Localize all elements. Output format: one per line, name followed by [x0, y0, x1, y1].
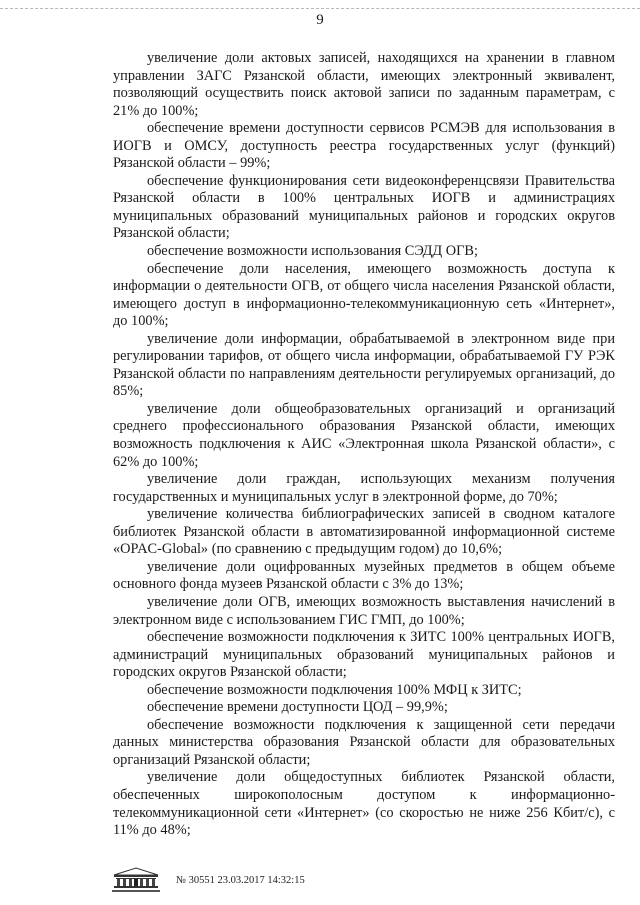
scan-top-edge — [0, 8, 640, 10]
paragraph: обеспечение доли населения, имеющего возможность доступа к информации о деятельности ОГВ, от общего числа населения Рязанской области, имеющего доступ в информационно-телекоммуникационную сеть «Интернет», до 100%; — [113, 260, 615, 330]
government-building-stamp-icon — [108, 866, 164, 894]
paragraph: увеличение доли общеобразовательных организаций и организаций среднего профессионального образования Рязанской области, имеющих возможность подключения к АИС «Электронная школа Рязанской области», с 62% до 100%; — [113, 400, 615, 470]
paragraph: увеличение доли оцифрованных музейных предметов в общем объеме основного фонда музеев Рязанской области с 3% до 13%; — [113, 558, 615, 593]
paragraph: обеспечение времени доступности сервисов РСМЭВ для использования в ИОГВ и ОМСУ, доступность реестра государственных услуг (функций) Рязанской области – 99%; — [113, 120, 615, 172]
paragraph: обеспечение возможности подключения к ЗИТС 100% центральных ИОГВ, администраций муниципальных образований муниципальных районов и городских округов Рязанской области; — [113, 629, 615, 681]
paragraph: обеспечение времени доступности ЦОД – 99,9%; — [147, 699, 448, 716]
document-body — [113, 50, 615, 840]
paragraph: обеспечение возможности использования СЭДД ОГВ; — [147, 243, 478, 260]
paragraph: увеличение доли ОГВ, имеющих возможность выставления начислений в электронном виде с использованием ГИС ГМП, до 100%; — [113, 593, 615, 628]
paragraph: увеличение доли информации, обрабатываемой в электронном виде при регулировании тарифов, от общего числа информации, обрабатываемой ГУ РЭК Рязанской области по направлениям деятельности регулируемых организаций, до 85%; — [113, 330, 615, 400]
paragraph: обеспечение возможности подключения 100% МФЦ к ЗИТС; — [147, 681, 522, 698]
document-footer — [108, 866, 628, 896]
paragraph: увеличение доли граждан, использующих механизм получения государственных и муниципальных услуг в электронной форме, до 70%; — [113, 471, 615, 505]
paragraph: обеспечение возможности подключения к защищенной сети передачи данных министерства образования Рязанской области для образовательных организаций Рязанской области; — [113, 716, 615, 768]
page-number: 9 — [316, 12, 324, 28]
paragraph: увеличение количества библиографических записей в сводном каталоге библиотек Рязанской области в автоматизированной информационной системе «OPAC-Global» (по сравнению с предыдущим годом) до 10,6%; — [113, 506, 615, 558]
paragraph: обеспечение функционирования сети видеоконференцсвязи Правительства Рязанской области в 100% центральных ИОГВ и администрациях муниципальных образований муниципальных районов и городских округов Рязанской области; — [113, 172, 615, 242]
document-registration-number: № 30551 23.03.2017 14:32:15 — [176, 875, 305, 886]
paragraph: увеличение доли актовых записей, находящихся на хранении в главном управлении ЗАГС Рязанской области, имеющих электронный эквивалент, позволяющий осуществить поиск актовой записи по заданным параметрам, с 21% до 100%; — [113, 50, 615, 119]
paragraph: увеличение доли общедоступных библиотек Рязанской области, обеспеченных широкополосным доступом к информационно-телекоммуникационной сети «Интернет» (со скоростью не ниже 256 Кбит/с), с 11% до 48%; — [113, 769, 615, 839]
